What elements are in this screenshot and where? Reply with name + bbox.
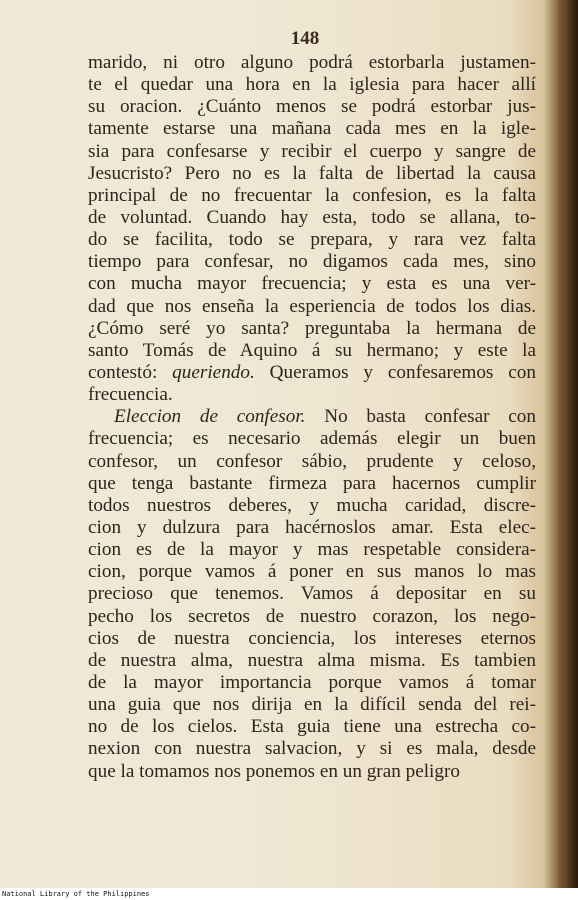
text-segment: cios de nuestra conciencia, los intereses eternos bbox=[88, 627, 536, 649]
text-line bbox=[88, 694, 536, 716]
text-segment: cion es de la mayor y mas respetable considera- bbox=[88, 539, 536, 561]
text-line bbox=[88, 163, 536, 185]
text-line bbox=[88, 650, 536, 672]
paragraph bbox=[88, 52, 536, 406]
text-segment: una guia que nos dirija en la difícil senda del rei- bbox=[88, 694, 536, 716]
text-line bbox=[88, 738, 536, 760]
text-line bbox=[88, 273, 536, 295]
text-line bbox=[88, 672, 536, 694]
text-line bbox=[88, 362, 536, 384]
text-line bbox=[88, 606, 536, 628]
text-line bbox=[88, 628, 536, 650]
text-line bbox=[88, 52, 536, 74]
text-line bbox=[88, 583, 536, 605]
text-line bbox=[88, 517, 536, 539]
text-segment: cion, porque vamos á poner en sus manos lo mas bbox=[88, 561, 536, 583]
text-line bbox=[88, 251, 536, 273]
text-line bbox=[88, 340, 536, 362]
text-segment: no de los cielos. Esta guia tiene una estrecha co- bbox=[88, 716, 536, 738]
text-line bbox=[88, 561, 536, 583]
text-line bbox=[88, 716, 536, 738]
text-segment: que tenga bastante firmeza para hacernos cumplir bbox=[88, 472, 536, 494]
text-line bbox=[88, 318, 536, 340]
text-segment: dad que nos enseña la esperiencia de todos los dias. bbox=[88, 295, 536, 317]
text-segment: do se facilita, todo se prepara, y rara vez falta bbox=[88, 229, 536, 251]
text-line bbox=[88, 207, 536, 229]
text-line bbox=[88, 229, 536, 251]
text-segment: que la tomamos nos ponemos en un gran peligro bbox=[88, 760, 460, 782]
text-segment: Jesucristo? Pero no es la falta de libertad la causa bbox=[88, 162, 536, 184]
text-line bbox=[88, 185, 536, 207]
text-line bbox=[88, 473, 536, 495]
text-segment: tamente estarse una mañana cada mes en la igle- bbox=[88, 118, 536, 140]
text-segment: No basta confesar con bbox=[305, 406, 536, 428]
text-segment: marido, ni otro alguno podrá estorbarla justamen- bbox=[88, 52, 536, 73]
text-line bbox=[88, 96, 536, 118]
body-text bbox=[88, 52, 536, 783]
text-segment: tiempo para confesar, no digamos cada mes, sino bbox=[88, 251, 536, 273]
text-segment: sia para confesarse y recibir el cuerpo y sangre de bbox=[88, 140, 536, 162]
text-segment: frecuencia. bbox=[88, 384, 173, 406]
text-segment: confesor, un confesor sábio, prudente y celoso, bbox=[88, 450, 536, 472]
text-line bbox=[88, 495, 536, 517]
text-segment: contestó: bbox=[88, 361, 173, 383]
text-line bbox=[88, 384, 536, 406]
text-segment: te el quedar una hora en la iglesia para hacer allí bbox=[88, 74, 536, 96]
text-segment: frecuencia; es necesario además elegir un buen bbox=[88, 428, 536, 450]
page-number: 148 bbox=[290, 28, 320, 49]
text-line bbox=[88, 296, 536, 318]
text-segment: principal de no frecuentar la confesion, es la falta bbox=[88, 184, 536, 206]
text-segment: todos nuestros deberes, y mucha caridad, discre- bbox=[88, 494, 536, 516]
text-segment: ¿Cómo seré yo santa? preguntaba la hermana de bbox=[88, 317, 536, 339]
text-segment: Queramos y confesaremos con bbox=[254, 361, 536, 383]
text-segment: nexion con nuestra salvacion, y si es mala, desde bbox=[88, 738, 536, 760]
book-spine-shadow bbox=[556, 0, 578, 888]
text-segment: de voluntad. Cuando hay esta, todo se allana, to- bbox=[88, 206, 536, 228]
text-line bbox=[88, 761, 536, 783]
text-line bbox=[88, 118, 536, 140]
text-line bbox=[88, 451, 536, 473]
text-line bbox=[88, 141, 536, 163]
text-segment: queriendo. bbox=[172, 361, 255, 383]
text-segment: pecho los secretos de nuestro corazon, los nego- bbox=[88, 605, 536, 627]
text-segment: santo Tomás de Aquino á su hermano; y este la bbox=[88, 339, 536, 361]
text-segment: cion y dulzura para hacérnoslos amar. Esta elec- bbox=[88, 516, 536, 538]
text-segment: de nuestra alma, nuestra alma misma. Es tambien bbox=[88, 649, 536, 671]
text-segment: precioso que tenemos. Vamos á depositar en su bbox=[88, 583, 536, 605]
text-line bbox=[88, 539, 536, 561]
text-segment: su oracion. ¿Cuánto menos se podrá estorbar jus- bbox=[88, 96, 536, 118]
text-line bbox=[88, 428, 536, 450]
text-segment: de la mayor importancia porque vamos á tomar bbox=[88, 671, 536, 693]
library-credit: National Library of the Philippines bbox=[2, 890, 150, 898]
text-segment: con mucha mayor frecuencia; y esta es una ver- bbox=[88, 273, 536, 295]
text-line bbox=[88, 74, 536, 96]
paragraph bbox=[88, 406, 536, 782]
text-segment: Eleccion de confesor. bbox=[114, 406, 306, 428]
text-line bbox=[88, 406, 536, 428]
